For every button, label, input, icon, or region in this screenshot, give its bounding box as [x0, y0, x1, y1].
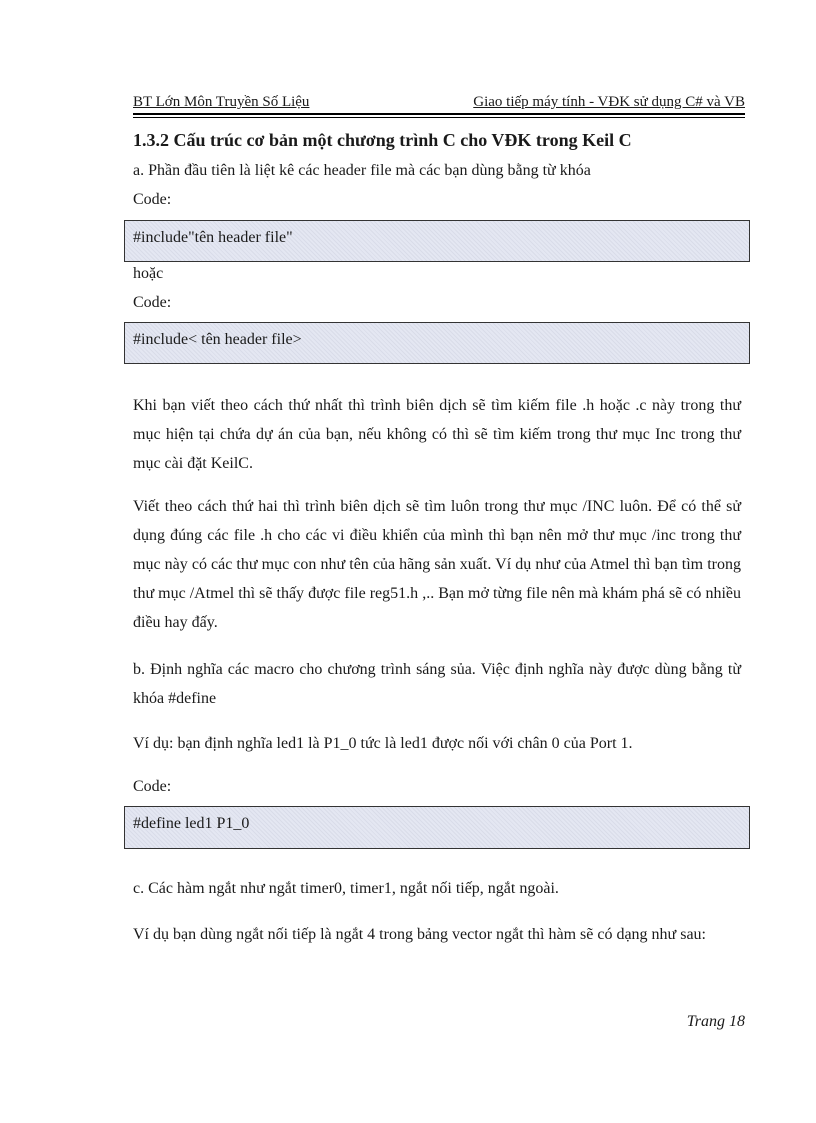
code-block-include-angle	[124, 322, 750, 364]
code-block-define	[124, 806, 750, 849]
code-text: #define led1 P1_0	[133, 815, 250, 832]
example-define: Ví dụ: bạn định nghĩa led1 là P1_0 tức là led1 được nối với chân 0 của Port 1.	[133, 735, 633, 752]
paragraph-interrupt-example: Ví dụ bạn dùng ngắt nối tiếp là ngắt 4 trong bảng vector ngắt thì hàm sẽ có dạng như sau:	[133, 926, 706, 943]
header-right-title: Giao tiếp máy tính - VĐK sử dụng C# và VB	[473, 94, 745, 110]
code-label: Code:	[133, 294, 172, 311]
paragraph-second-method: Viết theo cách thứ hai thì trình biên dịch sẽ tìm luôn trong thư mục /INC luôn. Để có thể sử dụng đúng các file .h cho các vi điều khiển của mình thì bạn nên mở thư mục /inc trong thư mục này có các thư mục con như tên của hãng sản xuất. Ví dụ như của Atmel thì bạn tìm trong thư mục /Atmel thì sẽ thấy được file reg51.h ,.. Bạn mở từng file nên mà khám phá sẽ có nhiều điều hay đấy.	[133, 498, 741, 631]
code-label: Code:	[133, 778, 172, 795]
page-number: Trang 18	[686, 1013, 745, 1030]
code-label: Code:	[133, 191, 172, 208]
section-heading: 1.3.2 Cấu trúc cơ bản một chương trình C cho VĐK trong Keil C	[133, 130, 632, 150]
paragraph-interrupts: c. Các hàm ngắt như ngắt timer0, timer1, ngắt nối tiếp, ngắt ngoài.	[133, 880, 559, 897]
or-text: hoặc	[133, 265, 164, 282]
code-text: #include"tên header file"	[133, 229, 293, 246]
paragraph-define-macros: b. Định nghĩa các macro cho chương trình sáng sủa. Việc định nghĩa này được dùng bằng từ khóa #define	[133, 661, 741, 707]
intro-paragraph: a. Phần đầu tiên là liệt kê các header file mà các bạn dùng bằng từ khóa	[133, 162, 591, 179]
code-block-include-quotes	[124, 220, 750, 262]
code-text: #include< tên header file>	[133, 331, 302, 348]
header-rule-thick	[133, 113, 745, 115]
paragraph-first-method: Khi bạn viết theo cách thứ nhất thì trình biên dịch sẽ tìm kiếm file .h hoặc .c này trong thư mục hiện tại chứa dự án của bạn, nếu không có thì sẽ tìm kiếm trong thư mục Inc trong thư mục cài đặt KeilC.	[133, 397, 741, 472]
header-rule-thin	[133, 117, 745, 118]
header-left-title: BT Lớn Môn Truyền Số Liệu	[133, 94, 310, 110]
